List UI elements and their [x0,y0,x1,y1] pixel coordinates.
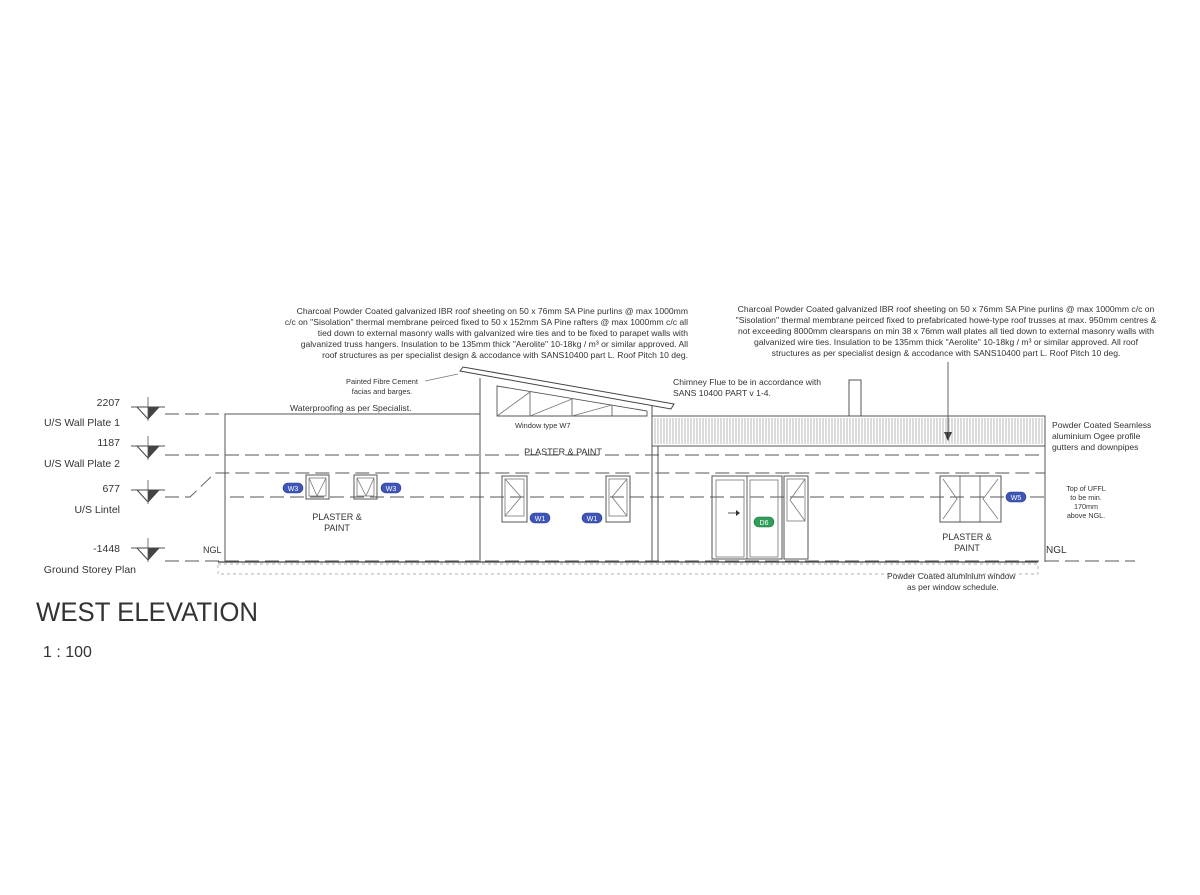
tag-w3-left [283,483,303,493]
uffl-note-line: Top of UFFL [1066,484,1106,493]
roof-note-right-line: structures as per specialist design & accodance with SANS10400 part L. Roof Pitch 10 deg. [771,348,1121,358]
uffl-note-line: 170mm [1074,502,1098,511]
fascia-note [346,374,458,396]
roof-note-left-line: Charcoal Powder Coated galvanized IBR roof sheeting on 50 x 76mm SA Pine purlins @ max 1000mm [296,306,688,316]
tag-label: W3 [287,486,299,493]
level-marker [44,538,165,576]
roof-note-right-line: galvanized wire ties. Insulation to be 135mm thick "Aerolite" 10-18kg / m³ or similar approved. All roof [754,337,1138,347]
plaster-left-label [312,512,362,533]
window-w7-note: Window type W7 [515,421,571,430]
gutters-note-line: gutters and downpipes [1052,442,1139,452]
plaster-right-label [942,532,992,553]
chimney-note [673,377,821,398]
roof-note-right-line: Charcoal Powder Coated galvanized IBR roof sheeting on 50 x 76mm SA Pine purlins @ max 1000mm c/c on [737,304,1155,314]
uffl-note-line: to be min. [1070,493,1102,502]
roof-note-left-line: roof structures as per specialist design & accodance with SANS10400 part L. Roof Pitch 10 deg. [322,350,688,360]
ngl-label-right: NGL [1046,545,1067,556]
tag-label: D6 [759,520,769,527]
plaster-label-line: PLASTER & [942,532,992,542]
tag-w5 [1006,492,1026,502]
level-markers [44,397,165,576]
tag-w1-right [582,513,602,523]
level-marker [44,436,165,470]
roof-note-right-leader [944,362,952,441]
window-schedule-line: Powder Coated aluminium window [887,571,1016,581]
window-w5 [940,476,1001,522]
roof-note-left-line: tied down to external masonry walls with galvanized wire ties and to be fixed to parapet walls with [317,328,688,338]
door-sidelight [784,476,808,559]
uffl-note-line: above NGL. [1066,511,1106,520]
plaster-label-line: PAINT [954,543,980,553]
level-value: 677 [102,483,120,495]
gutters-note-line: aluminium Ogee profile [1052,431,1141,441]
center-wing [460,367,674,562]
plaster-center-label: PLASTER & PAINT [524,447,602,457]
window-schedule-note [887,571,1016,592]
roof-note-left-line: c/c on "Sisolation" thermal membrane peirced fixed to 50 x 152mm SA Pine rafters @ max 1000mm c/c all [284,317,688,327]
roof-note-left-line: galvanized truss hangers. Insulation to be 135mm thick "Aerolite" 10-18kg / m³ or similar approved. All [300,339,688,349]
tag-d6 [754,517,774,527]
plaster-label-line: PLASTER & [312,512,362,522]
level-value: 2207 [96,397,120,409]
roof-note-right-line: "Sisolation" thermal membrane peirced fixed to prefabricated howe-type roof trusses at max. 950mm centres & [735,315,1157,325]
tag-label: W5 [1010,495,1022,502]
level-marker [44,397,165,429]
window-w3-left [306,475,329,499]
waterproofing-note: Waterproofing as per Specialist. [290,403,412,413]
window-w1-right [606,476,630,522]
fascia-note-line: facias and barges. [351,387,413,396]
tag-label: W3 [385,486,397,493]
roof-note-right [736,304,1157,358]
gutters-note-line: Powder Coated Seamless [1052,420,1152,430]
gutters-note [1052,420,1151,452]
level-value: -1448 [93,543,120,555]
level-label: U/S Wall Plate 1 [43,417,120,429]
tag-w1-left [530,513,550,523]
fascia-note-line: Painted Fibre Cement [346,377,418,386]
tag-label: W1 [586,516,598,523]
level-label: Ground Storey Plan [43,564,136,576]
chimney-note-line: SANS 10400 PART v 1-4. [673,388,771,398]
roof-note-left [285,306,688,360]
level-value: 1187 [97,437,120,449]
roof-note-right-line: not exceeding 8000mm clearspans on min 38 x 76mm wall plates all tied down to external masonry walls with [737,326,1155,336]
window-w1-left [502,476,527,522]
tag-label: W1 [534,516,546,523]
window-w3-right [354,475,377,499]
roof-corrugation [655,418,1042,444]
drawing-scale: 1 : 100 [43,644,92,661]
tag-w3-right [381,483,401,493]
chimney-note-line: Chimney Flue to be in accordance with [673,377,822,387]
level-label: U/S Lintel [74,504,120,516]
left-wing [225,414,480,562]
level-label: U/S Wall Plate 2 [43,458,120,470]
ngl-label-left: NGL [203,545,222,555]
window-schedule-line: as per window schedule. [907,582,999,592]
uffl-note [1066,484,1106,520]
plaster-label-line: PAINT [324,523,350,533]
level-marker [74,480,165,516]
drawing-title: WEST ELEVATION [36,597,258,627]
